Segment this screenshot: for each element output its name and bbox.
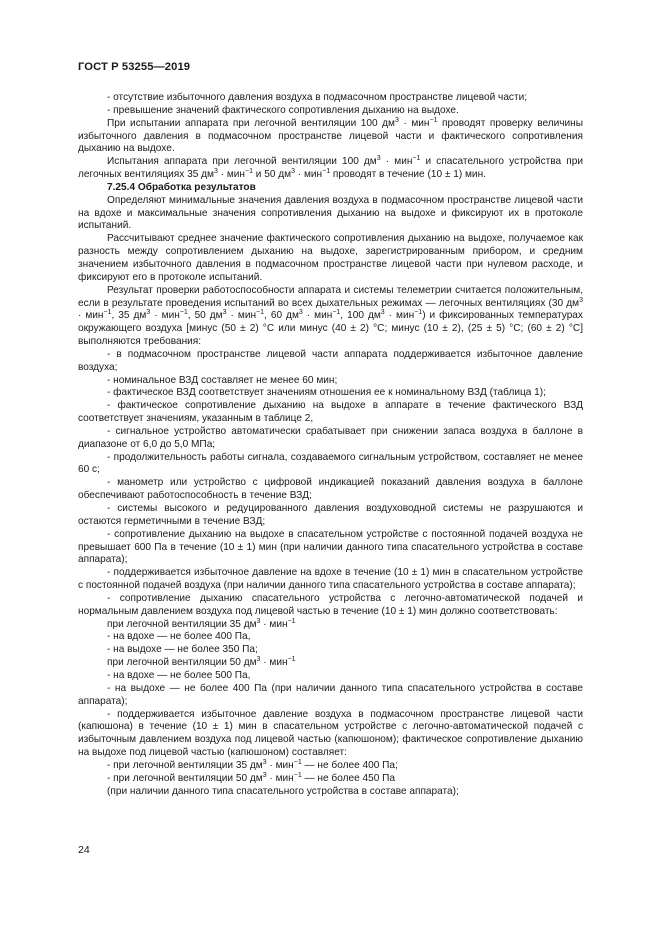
paragraph: - сигнальное устройство автоматически срабатывает при снижении запаса воздуха в баллоне в диапазоне от 6,0 до 5,0 МПа; xyxy=(78,425,583,450)
standard-header: ГОСТ Р 53255—2019 xyxy=(78,61,191,73)
paragraph: (при наличии данного типа спасательного устройства в составе аппарата); xyxy=(107,785,459,797)
paragraph: Рассчитывают среднее значение фактического сопротивления дыханию на выдохе, получаемое как разность между сопротивлением дыханию на выдохе, зарегистрированным прибором, и средним значением избыточного давления в подмасочном пространстве лицевой части при нулевом расходе, и фиксируют его в протоколе испытаний. xyxy=(78,233,583,283)
paragraph: - при легочной вентиляции 35 $дм^3 \cdot мин^{-1}$ — не более 400 Па; xyxy=(107,758,398,771)
paragraph: - на выдохе — не более 350 Па; xyxy=(107,644,258,656)
paragraph: - в подмасочном пространстве лицевой части аппарата поддерживается избыточное давление воздуха; xyxy=(78,348,583,373)
paragraph: Определяют минимальные значения давления воздуха в подмасочном пространстве лицевой части на вдохе и максимальные значения сопротивления дыханию на выдохе и фиксируют их в протоколе испытаний. xyxy=(78,194,583,232)
paragraph: - фактическое ВЗД соответствует значениям отношения ее к номинальному ВЗД (таблица 1); xyxy=(107,387,546,399)
paragraph: - фактическое сопротивление дыханию на выдохе в аппарате в течение фактического ВЗД соответствует значениям, указанным в таблице 2, xyxy=(78,400,583,425)
paragraph: - поддерживается избыточное давление на вдохе в течение (10 ± 1) мин в спасательном устройстве с постоянной подачей воздуха (при наличии данного типа спасательного устройства в составе аппарата); xyxy=(78,567,583,592)
document-body xyxy=(78,92,583,798)
paragraph: - сопротивление дыханию спасательного устройства с легочно-автоматической подачей и нормальным давлением воздуха под лицевой частью в течение (10 ± 1) мин должно соответствовать: xyxy=(78,592,583,617)
paragraph: - манометр или устройство с цифровой индикацией показаний давления воздуха в баллоне обеспечивают работоспособность в течение ВЗД; xyxy=(78,477,583,502)
paragraph: - системы высокого и редуцированного давления воздуховодной системы не разрушаются и остаются герметичными в течение ВЗД; xyxy=(78,503,583,527)
paragraph: - поддерживается избыточное давление воздуха в подмасочном пространстве лицевой части (капюшона) в течение (10 ± 1) мин в спасательном устройстве с легочно-автоматической подачей с избыточным давлением воздуха под лицевой частью (капюшоном); фактическое сопротивление дыханию на выдохе под лицевой частью (капюшоном) составляет: xyxy=(78,708,583,759)
paragraph: Результат проверки работоспособности аппарата и системы телеметрии считается положительным, если в результате проведения испытаний во всех дыхательных режимах — легочных вентиляциях (30 $дм^3 \cdot мин^{-1}$, 35 $дм^3 \cdot мин^{-1}$, 50 $дм^3 \cdot мин^{-1}$, 60 $дм^3 \cdot мин^{-1}$, 100 $дм^3 \cdot мин^{-1}$) и фиксированных температурах окружающего воздуха [минус (50 ± 2) °С или минус (40 ± 2) °С; минус (10 ± 2), (25 ± 5) °С; (60 ± 2) °С] выполняются требования: xyxy=(78,284,583,348)
paragraph: - отсутствие избыточного давления воздуха в подмасочном пространстве лицевой части; xyxy=(107,92,528,103)
paragraph: - на выдохе — не более 400 Па (при наличии данного типа спасательного устройства в составе аппарата); xyxy=(78,682,583,707)
paragraph: - превышение значений фактического сопротивления дыханию на выдохе. xyxy=(107,104,459,116)
page-number: 24 xyxy=(78,844,90,856)
paragraph: при легочной вентиляции 50 $дм^3 \cdot мин^{-1}$ xyxy=(107,656,296,669)
paragraph: - на вдохе — не более 500 Па, xyxy=(107,669,251,681)
paragraph: - сопротивление дыханию на выдохе в спасательном устройстве с постоянной подачей воздуха не превышает 600 Па в течение (10 ± 1) мин (при наличии данного типа спасательного устройства в составе аппарата); xyxy=(78,528,583,566)
paragraph: при легочной вентиляции 35 $дм^3 \cdot мин^{-1}$ xyxy=(107,617,296,630)
paragraph: При испытании аппарата при легочной вентиляции 100 $дм^3 \cdot мин^{-1}$ проводят проверку величины избыточного давления в подмасочном пространстве лицевой части и фактического сопротивления дыханию на выдохе. xyxy=(78,116,583,155)
section-heading: 7.25.4 Обработка результатов xyxy=(107,181,256,193)
paragraph: Испытания аппарата при легочной вентиляции 100 $дм^3 \cdot мин^{-1}$ и спасательного устройства при легочных вентиляциях 35 $дм^3 \cdot мин^{-1}$ и 50 $дм^3 \cdot мин^{-1}$ проводят в течение (10 ± 1) мин. xyxy=(78,155,583,181)
paragraph: - при легочной вентиляции 50 $дм^3 \cdot мин^{-1}$ — не более 450 Па xyxy=(107,771,396,784)
paragraph: - на вдохе — не более 400 Па, xyxy=(107,631,251,643)
paragraph: - номинальное ВЗД составляет не менее 60 мин; xyxy=(107,374,338,386)
paragraph: - продолжительность работы сигнала, создаваемого сигнальным устройством, составляет не менее 60 с; xyxy=(78,451,583,476)
